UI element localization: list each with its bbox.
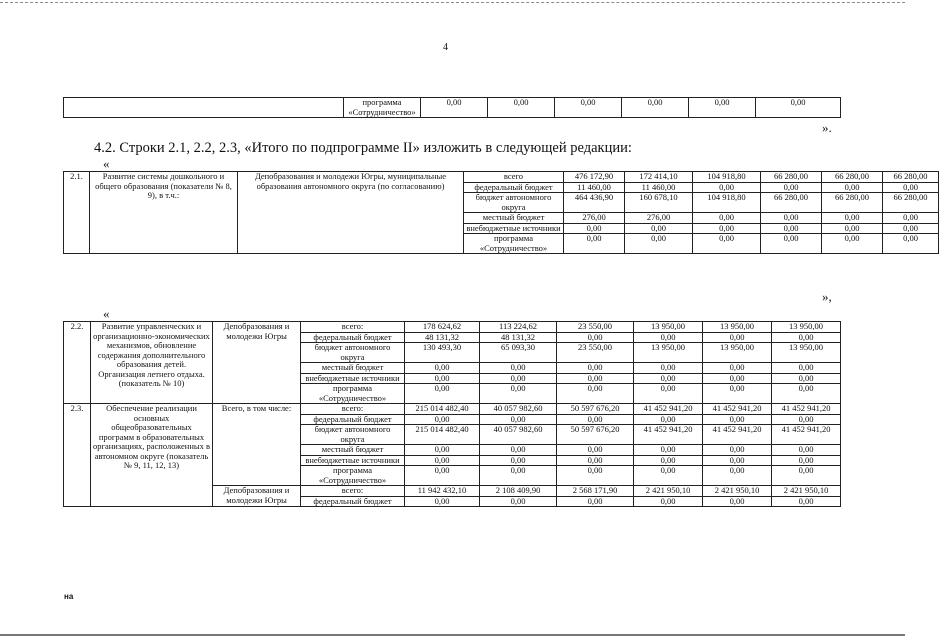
value-cell: 0,00	[772, 445, 841, 456]
source-label: бюджет автономного округа	[301, 425, 405, 445]
activity-name: Обеспечение реализации основных общеобразовательных программ в образовательных организациях, расположенных в автономном округе (показатель № 9, 11, 12, 13)	[91, 404, 213, 507]
value-cell: 0,00	[822, 213, 883, 224]
value-cell: 23 550,00	[557, 322, 634, 333]
section-heading: 4.2. Строки 2.1, 2.2, 2.3, «Итого по подпрограмме II» изложить в следующей редакции:	[94, 140, 632, 156]
value-cell: 0,00	[405, 445, 480, 456]
value-cell: 0,00	[703, 363, 772, 374]
activity-name: Развитие управленческих и организационно-экономических механизмов, обновление содержания дополнительного образования детей. Организация летнего отдыха. (показатель № 10)	[91, 322, 213, 404]
value-cell: 0,00	[634, 414, 703, 425]
value-cell: 0,00	[772, 466, 841, 486]
value-cell: 0,00	[480, 455, 557, 466]
value-cell: 0,00	[625, 234, 693, 254]
value-cell: 13 950,00	[703, 322, 772, 333]
value-cell: 104 918,80	[693, 172, 761, 183]
value-cell: 0,00	[555, 98, 622, 118]
value-cell: 0,00	[634, 363, 703, 374]
value-cell: 0,00	[557, 466, 634, 486]
value-cell: 0,00	[693, 223, 761, 234]
value-cell: 0,00	[634, 445, 703, 456]
value-cell: 0,00	[480, 373, 557, 384]
source-label: федеральный бюджет	[301, 332, 405, 343]
executor: Всего, в том числе:	[213, 404, 301, 486]
rows-2-2-2-3-table	[63, 321, 841, 507]
value-cell: 464 436,90	[564, 193, 625, 213]
source-label: программа «Сотрудничество»	[301, 466, 405, 486]
value-cell: 0,00	[772, 332, 841, 343]
opening-quote: «	[103, 306, 110, 321]
table-row	[64, 172, 939, 183]
value-cell: 0,00	[693, 182, 761, 193]
page-bottom-edge	[0, 634, 905, 636]
value-cell: 0,00	[634, 384, 703, 404]
value-cell: 0,00	[703, 496, 772, 507]
value-cell: 0,00	[557, 455, 634, 466]
value-cell: 0,00	[625, 223, 693, 234]
closing-quote: »,	[822, 289, 832, 304]
value-cell: 0,00	[761, 182, 822, 193]
value-cell: 0,00	[822, 223, 883, 234]
value-cell: 41 452 941,20	[634, 425, 703, 445]
value-cell: 0,00	[693, 213, 761, 224]
value-cell: 0,00	[557, 496, 634, 507]
row-number: 2.3.	[64, 404, 91, 507]
source-label: федеральный бюджет	[464, 182, 564, 193]
value-cell: 276,00	[625, 213, 693, 224]
value-cell: 0,00	[622, 98, 689, 118]
value-cell: 0,00	[703, 332, 772, 343]
table-row	[64, 98, 841, 118]
value-cell: 50 597 676,20	[557, 425, 634, 445]
value-cell: 2 421 950,10	[703, 486, 772, 497]
executor: Депобразования и молодежи Югры	[213, 486, 301, 507]
value-cell: 13 950,00	[634, 343, 703, 363]
value-cell: 0,00	[761, 223, 822, 234]
value-cell: 66 280,00	[761, 172, 822, 183]
value-cell: 0,00	[883, 223, 939, 234]
value-cell: 13 950,00	[634, 322, 703, 333]
opening-quote: «	[103, 156, 110, 171]
value-cell: 0,00	[822, 182, 883, 193]
value-cell: 276,00	[564, 213, 625, 224]
value-cell: 0,00	[772, 373, 841, 384]
value-cell: 0,00	[557, 373, 634, 384]
value-cell: 0,00	[564, 223, 625, 234]
value-cell: 65 093,30	[480, 343, 557, 363]
value-cell: 66 280,00	[822, 193, 883, 213]
value-cell: 41 452 941,20	[703, 425, 772, 445]
value-cell: 0,00	[634, 373, 703, 384]
value-cell: 0,00	[883, 182, 939, 193]
value-cell: 66 280,00	[761, 193, 822, 213]
row-2-1-table	[63, 171, 939, 254]
value-cell: 0,00	[703, 445, 772, 456]
value-cell: 2 568 171,90	[557, 486, 634, 497]
closing-quote: ».	[822, 120, 832, 135]
value-cell: 2 421 950,10	[634, 486, 703, 497]
value-cell: 0,00	[772, 414, 841, 425]
source-label: местный бюджет	[301, 363, 405, 374]
value-cell: 0,00	[480, 414, 557, 425]
value-cell: 0,00	[557, 445, 634, 456]
value-cell: 13 950,00	[703, 343, 772, 363]
value-cell: 0,00	[405, 466, 480, 486]
value-cell: 48 131,32	[405, 332, 480, 343]
value-cell: 48 131,32	[480, 332, 557, 343]
value-cell: 11 942 432,10	[405, 486, 480, 497]
value-cell: 13 950,00	[772, 322, 841, 333]
footer-text: на	[64, 592, 74, 601]
value-cell: 23 550,00	[557, 343, 634, 363]
value-cell: 178 624,62	[405, 322, 480, 333]
source-label: всего:	[301, 486, 405, 497]
value-cell: 0,00	[564, 234, 625, 254]
value-cell: 0,00	[772, 363, 841, 374]
value-cell: 0,00	[480, 445, 557, 456]
value-cell: 0,00	[883, 234, 939, 254]
value-cell: 0,00	[756, 98, 841, 118]
value-cell: 0,00	[405, 384, 480, 404]
table-row	[64, 404, 841, 415]
value-cell: 0,00	[703, 384, 772, 404]
row-number: 2.2.	[64, 322, 91, 404]
value-cell: 41 452 941,20	[772, 425, 841, 445]
value-cell: 0,00	[557, 414, 634, 425]
value-cell: 41 452 941,20	[772, 404, 841, 415]
value-cell: 0,00	[883, 213, 939, 224]
value-cell: 40 057 982,60	[480, 425, 557, 445]
source-label: местный бюджет	[464, 213, 564, 224]
value-cell: 0,00	[421, 98, 488, 118]
value-cell: 0,00	[405, 414, 480, 425]
value-cell: 160 678,10	[625, 193, 693, 213]
source-label: программа «Сотрудничество»	[464, 234, 564, 254]
value-cell: 0,00	[772, 384, 841, 404]
source-label: федеральный бюджет	[301, 414, 405, 425]
value-cell: 66 280,00	[883, 172, 939, 183]
activity-name: Развитие системы дошкольного и общего образования (показатели № 8, 9), в т.ч.:	[90, 172, 238, 254]
program-row-table	[63, 97, 841, 118]
value-cell: 0,00	[405, 363, 480, 374]
value-cell: 0,00	[405, 496, 480, 507]
value-cell: 0,00	[480, 363, 557, 374]
value-cell: 66 280,00	[822, 172, 883, 183]
page-top-edge	[0, 2, 905, 3]
value-cell: 0,00	[689, 98, 756, 118]
value-cell: 104 918,80	[693, 193, 761, 213]
value-cell: 0,00	[405, 455, 480, 466]
executor: Депобразования и молодежи Югры	[213, 322, 301, 404]
value-cell: 0,00	[693, 234, 761, 254]
value-cell: 0,00	[703, 466, 772, 486]
value-cell: 0,00	[634, 332, 703, 343]
value-cell: 13 950,00	[772, 343, 841, 363]
source-label: федеральный бюджет	[301, 496, 405, 507]
value-cell: 0,00	[822, 234, 883, 254]
source-label: внебюджетные источники	[301, 373, 405, 384]
value-cell: 0,00	[772, 455, 841, 466]
value-cell: 0,00	[488, 98, 555, 118]
value-cell: 0,00	[634, 496, 703, 507]
value-cell: 0,00	[761, 234, 822, 254]
value-cell: 0,00	[480, 384, 557, 404]
value-cell: 113 224,62	[480, 322, 557, 333]
blank-cell	[64, 98, 344, 118]
source-label: всего:	[301, 322, 405, 333]
value-cell: 0,00	[703, 455, 772, 466]
source-label: программа «Сотрудничество»	[301, 384, 405, 404]
executor: Депобразования и молодежи Югры, муниципальные образования автономного округа (по согласованию)	[238, 172, 464, 254]
value-cell: 50 597 676,20	[557, 404, 634, 415]
value-cell: 0,00	[761, 213, 822, 224]
page-number: 4	[443, 42, 448, 53]
value-cell: 40 057 982,60	[480, 404, 557, 415]
value-cell: 0,00	[703, 373, 772, 384]
row-number: 2.1.	[64, 172, 90, 254]
source-label: внебюджетные источники	[464, 223, 564, 234]
value-cell: 66 280,00	[883, 193, 939, 213]
source-label: внебюджетные источники	[301, 455, 405, 466]
value-cell: 0,00	[480, 496, 557, 507]
value-cell: 172 414,10	[625, 172, 693, 183]
value-cell: 215 014 482,40	[405, 404, 480, 415]
value-cell: 0,00	[634, 466, 703, 486]
value-cell: 215 014 482,40	[405, 425, 480, 445]
value-cell: 0,00	[557, 332, 634, 343]
source-label: местный бюджет	[301, 445, 405, 456]
value-cell: 476 172,90	[564, 172, 625, 183]
value-cell: 0,00	[557, 384, 634, 404]
source-label: бюджет автономного округа	[301, 343, 405, 363]
source-label: всего:	[301, 404, 405, 415]
value-cell: 11 460,00	[564, 182, 625, 193]
value-cell: 0,00	[405, 373, 480, 384]
table-row	[64, 322, 841, 333]
value-cell: 0,00	[772, 496, 841, 507]
value-cell: 0,00	[557, 363, 634, 374]
source-label: бюджет автономного округа	[464, 193, 564, 213]
value-cell: 41 452 941,20	[703, 404, 772, 415]
value-cell: 0,00	[480, 466, 557, 486]
value-cell: 130 493,30	[405, 343, 480, 363]
value-cell: 11 460,00	[625, 182, 693, 193]
source-label: программа «Сотрудничество»	[344, 98, 421, 118]
source-label: всего	[464, 172, 564, 183]
value-cell: 41 452 941,20	[634, 404, 703, 415]
value-cell: 2 421 950,10	[772, 486, 841, 497]
value-cell: 0,00	[634, 455, 703, 466]
value-cell: 0,00	[703, 414, 772, 425]
value-cell: 2 108 409,90	[480, 486, 557, 497]
